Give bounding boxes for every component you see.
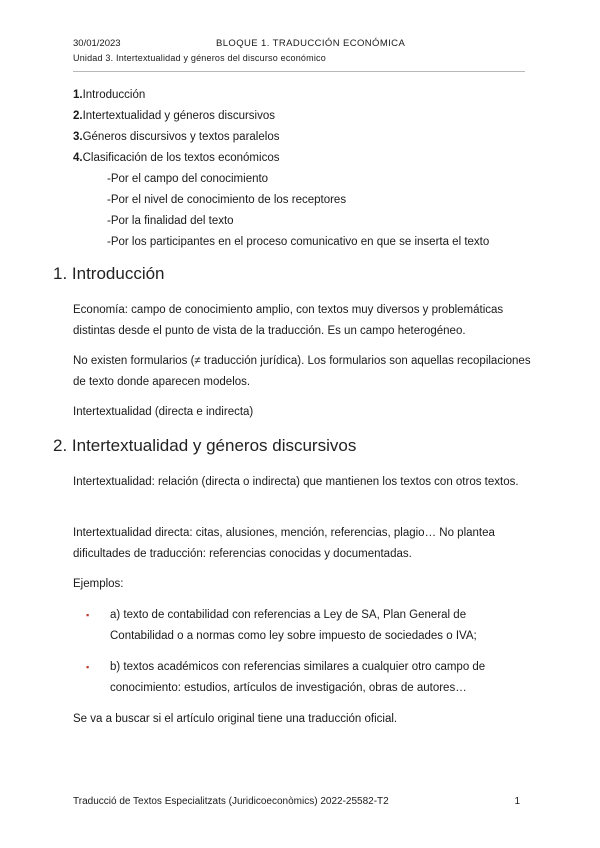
header-unit-title: Unidad 3. Intertextualidad y géneros del discurso económico: [73, 53, 326, 63]
toc-item-number: 3.: [73, 131, 83, 143]
toc-item-text: Intertextualidad y géneros discursivos: [82, 110, 275, 122]
toc-item: [73, 128, 533, 149]
header-block-title: BLOQUE 1. TRADUCCIÓN ECONÓMICA: [216, 38, 406, 49]
toc-item-number: 2.: [73, 110, 83, 122]
footer-course-text: Traducció de Textos Especialitzats (Juridicoeconòmics) 2022-25582-T2: [73, 796, 389, 807]
list-item: [86, 657, 533, 699]
page-header: [73, 38, 525, 63]
section1-paragraph-1: Economía: campo de conocimiento amplio, con textos muy diversos y problemáticas distintas desde el punto de vista de la traducción. Es un campo heterogéneo.: [73, 304, 504, 337]
header-date: 30/01/2023: [73, 38, 121, 49]
section2-paragraph-2: Intertextualidad directa: citas, alusiones, mención, referencias, plagio… No plantea dificultades de traducción: referencias conocidas y documentadas.: [73, 527, 495, 560]
toc-item-number: 4.: [73, 152, 83, 164]
list-item-text: b) textos académicos con referencias similares a cualquier otro campo de conocimiento: estudios, artículos de investigación, obras de autores…: [110, 661, 486, 694]
header-divider: [73, 71, 525, 72]
section2-closing-paragraph: Se va a buscar si el artículo original tiene una traducción oficial.: [73, 713, 398, 725]
toc-item-text: Géneros discursivos y textos paralelos: [82, 131, 280, 143]
toc-item: [73, 86, 533, 107]
toc-item: [73, 107, 533, 128]
toc-subitem: -Por el campo del conocimiento: [107, 173, 269, 185]
examples-label: Ejemplos:: [73, 578, 124, 590]
toc-subitem: -Por el nivel de conocimiento de los receptores: [107, 194, 347, 206]
table-of-contents: [73, 86, 533, 254]
toc-item-text: Introducción: [82, 89, 146, 101]
toc-subitem: -Por la finalidad del texto: [107, 215, 234, 227]
section-heading-introduccion: 1. Introducción: [53, 264, 165, 283]
footer-page-number: 1: [514, 796, 520, 807]
toc-item-text: Clasificación de los textos económicos: [82, 152, 280, 164]
section1-paragraph-2: No existen formularios (≠ traducción jurídica). Los formularios son aquellas recopilaciones de texto donde aparecen modelos.: [73, 355, 531, 388]
section1-paragraph-3: Intertextualidad (directa e indirecta): [73, 406, 254, 418]
square-bullet-icon: ▪: [86, 662, 90, 672]
section-heading-intertextualidad: 2. Intertextualidad y géneros discursivos: [53, 436, 357, 455]
toc-item-number: 1.: [73, 89, 83, 101]
list-item: [86, 605, 533, 647]
list-item-text: a) texto de contabilidad con referencias a Ley de SA, Plan General de Contabilidad o a normas como ley sobre impuesto de sociedades o IVA;: [110, 609, 477, 642]
toc-item: [73, 149, 533, 170]
square-bullet-icon: ▪: [86, 610, 90, 620]
examples-list: [86, 605, 533, 699]
section2-paragraph-1: Intertextualidad: relación (directa o indirecta) que mantienen los textos con otros textos.: [73, 476, 519, 488]
toc-subitem: -Por los participantes en el proceso comunicativo en que se inserta el texto: [107, 236, 490, 248]
